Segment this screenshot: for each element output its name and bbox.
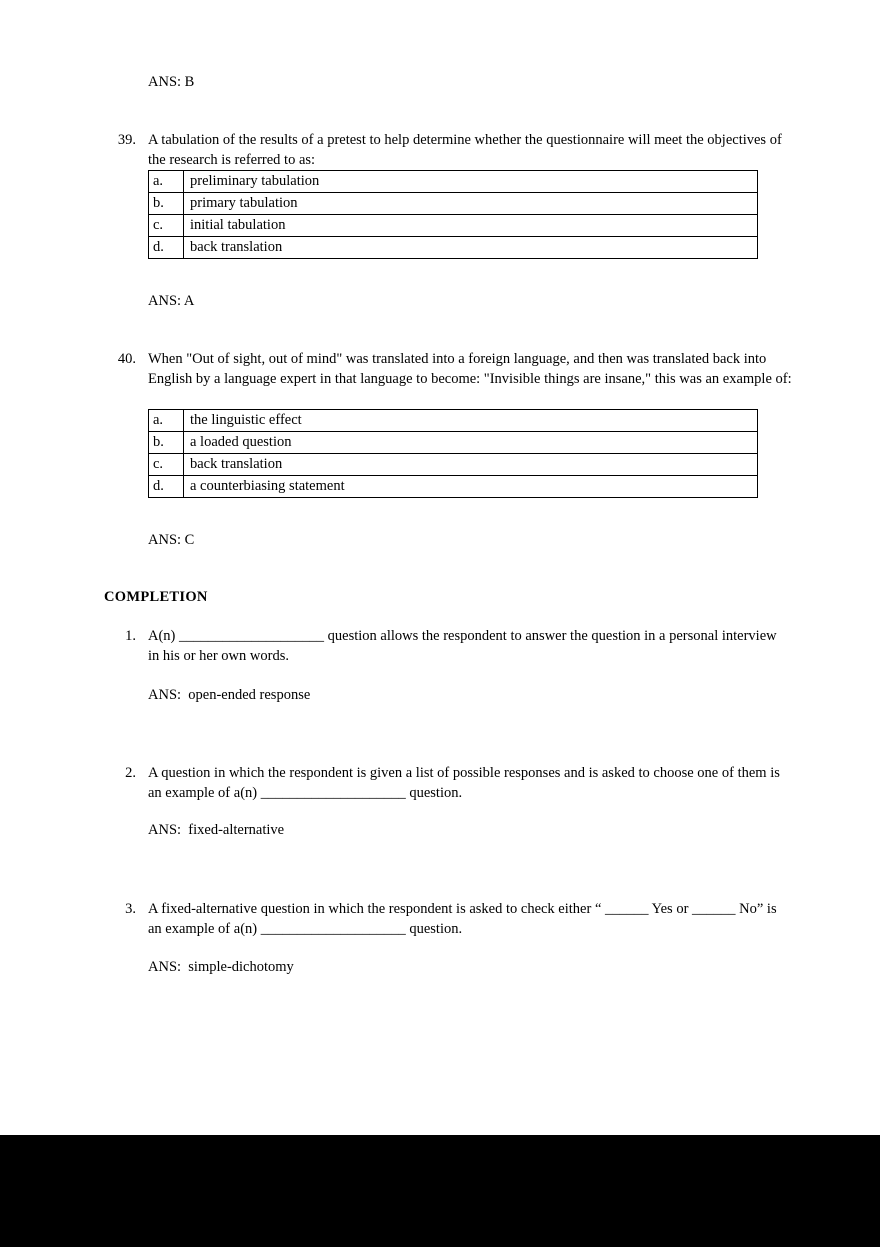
option-letter: b. [149, 193, 184, 215]
completion-text-1: A(n) ____________________ question allows the respondent to answer the question in a personal interview in his or her own words. [148, 628, 777, 664]
option-label: primary tabulation [184, 193, 758, 215]
completion-number-1: 1. [125, 628, 136, 644]
completion-answer-1: ANS: open-ended response [148, 687, 311, 703]
completion-number-3: 3. [125, 901, 136, 917]
option-label: back translation [184, 237, 758, 259]
option-letter: a. [149, 171, 184, 193]
option-letter: c. [149, 215, 184, 237]
table-row[interactable] [149, 432, 758, 454]
options-table-40 [148, 409, 758, 498]
option-letter: b. [149, 432, 184, 454]
question-text-40: When "Out of sight, out of mind" was translated into a foreign language, and then was translated back into English by a language expert in that language to become: "Invisible things are insane," this was an example of: [148, 351, 792, 387]
question-number-40: 40. [117, 351, 136, 367]
option-letter: a. [149, 410, 184, 432]
option-letter: d. [149, 476, 184, 498]
completion-text-2: A question in which the respondent is given a list of possible responses and is asked to choose one of them is an example of a(n) ____________________ question. [148, 765, 780, 801]
option-label: a counterbiasing statement [184, 476, 758, 498]
table-row[interactable] [149, 237, 758, 259]
table-row[interactable] [149, 476, 758, 498]
completion-text-3: A fixed-alternative question in which the respondent is asked to check either “ ______ Yes or ______ No” is an example of a(n) ____________________ question. [148, 901, 777, 937]
completion-answer-3: ANS: simple-dichotomy [148, 959, 294, 975]
section-heading-completion: COMPLETION [104, 589, 208, 605]
table-row[interactable] [149, 171, 758, 193]
answer-line-39: ANS: A [148, 293, 195, 309]
answer-line-40: ANS: C [148, 532, 195, 548]
table-row[interactable] [149, 410, 758, 432]
option-label: the linguistic effect [184, 410, 758, 432]
question-number-39: 39. [117, 132, 136, 148]
page-bottom-band [0, 1135, 880, 1247]
table-row[interactable] [149, 454, 758, 476]
question-text-39: A tabulation of the results of a pretest to help determine whether the questionnaire will meet the objectives of the research is referred to as: [148, 132, 782, 168]
completion-answer-2: ANS: fixed-alternative [148, 822, 285, 838]
option-label: a loaded question [184, 432, 758, 454]
option-letter: d. [149, 237, 184, 259]
options-table-39 [148, 170, 758, 259]
option-label: back translation [184, 454, 758, 476]
answer-line-38: ANS: B [148, 74, 195, 90]
table-row[interactable] [149, 215, 758, 237]
option-letter: c. [149, 454, 184, 476]
option-label: preliminary tabulation [184, 171, 758, 193]
completion-number-2: 2. [125, 765, 136, 781]
table-row[interactable] [149, 193, 758, 215]
option-label: initial tabulation [184, 215, 758, 237]
